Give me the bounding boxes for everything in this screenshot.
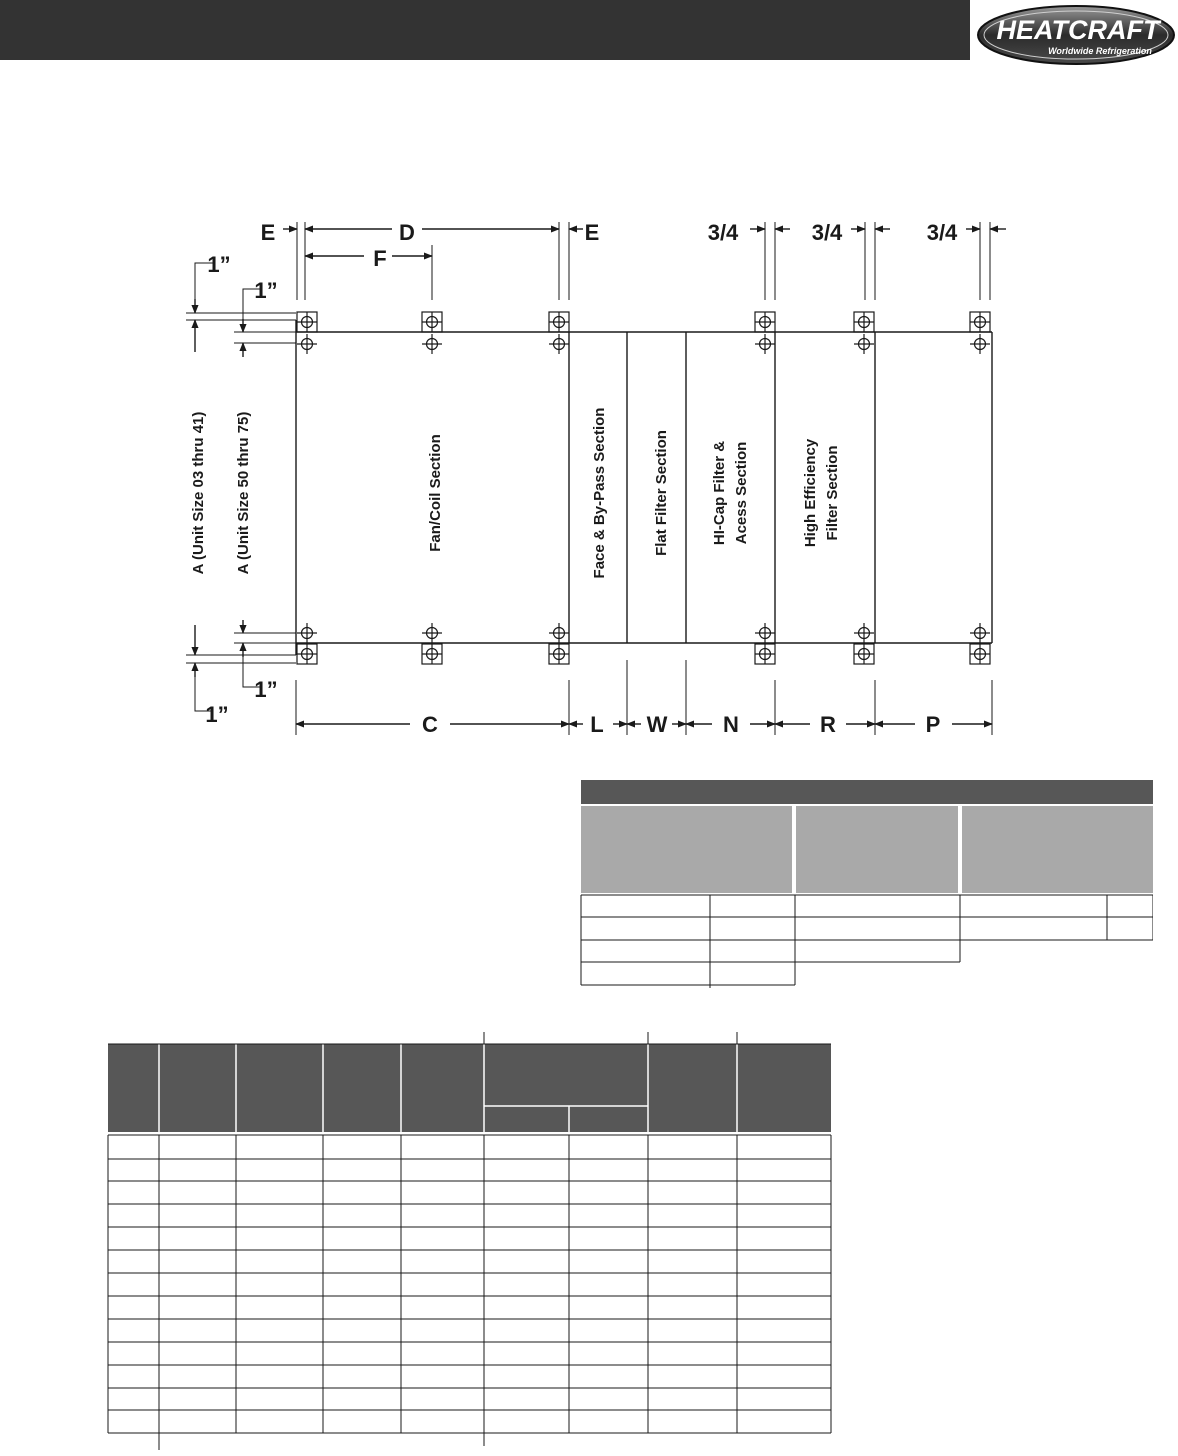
mounting-hole-icon [854, 623, 874, 643]
section-hicap-line1: HI-Cap Filter & [711, 440, 728, 546]
mounting-hole-icon [549, 623, 569, 643]
mounting-hole-icon [755, 334, 775, 354]
unit-data-table [106, 1030, 832, 1450]
data-table-header-ticks [108, 1032, 831, 1044]
mounting-hole-icon [549, 334, 569, 354]
dimensions-table-title-bar [581, 780, 1153, 804]
mounting-holes [297, 312, 990, 664]
section-high-efficiency-line2: Filter Section [824, 445, 841, 541]
dim-n: N [723, 712, 739, 737]
dim-e-right: E [584, 220, 600, 245]
mounting-hole-icon [970, 644, 990, 664]
dim-1in-lower-inner: 1” [254, 677, 278, 702]
height-label-large-units: A (Unit Size 50 thru 75) [235, 411, 252, 575]
section-hicap-line2: Acess Section [733, 441, 750, 545]
mounting-hole-icon [755, 644, 775, 664]
mounting-hole-icon [755, 623, 775, 643]
mounting-hole-icon [297, 644, 317, 664]
mounting-hole-icon [854, 312, 874, 332]
dimensions-table-grid [581, 895, 1153, 988]
dim-three-quarter-3: 3/4 [926, 220, 958, 245]
mounting-hole-icon [755, 312, 775, 332]
dim-c: C [422, 712, 438, 737]
top-dimension-arrows [283, 229, 1006, 256]
unit-dimension-diagram [0, 200, 1178, 760]
data-table-header-band [108, 1044, 831, 1132]
dim-l: L [590, 712, 604, 737]
mounting-hole-icon [422, 623, 442, 643]
dim-1in-lower-outer: 1” [205, 702, 229, 727]
mounting-hole-icon [970, 334, 990, 354]
data-table-grid [108, 1135, 831, 1450]
mounting-hole-icon [297, 312, 317, 332]
section-high-efficiency-line1: High Efficiency [802, 438, 819, 548]
dim-f: F [373, 246, 387, 271]
heatcraft-logo [976, 4, 1176, 66]
dim-1in-upper-inner: 1” [254, 278, 278, 303]
mounting-hole-icon [297, 334, 317, 354]
mounting-hole-icon [549, 644, 569, 664]
dim-three-quarter-1: 3/4 [707, 220, 739, 245]
section-fan-coil: Fan/Coil Section [427, 434, 444, 552]
section-face-bypass: Face & By-Pass Section [591, 407, 608, 579]
dim-e-left: E [260, 220, 276, 245]
section-flat-filter: Flat Filter Section [653, 430, 670, 556]
header-bar [0, 0, 970, 60]
dim-r: R [820, 712, 836, 737]
dimensions-table [580, 778, 1153, 988]
mounting-hole-icon [970, 312, 990, 332]
mounting-hole-icon [297, 623, 317, 643]
dim-w: W [646, 712, 668, 737]
logo-tagline: Worldwide Refrigeration [1048, 46, 1152, 56]
dimensions-table-header-2 [796, 806, 958, 893]
mounting-hole-icon [549, 312, 569, 332]
mounting-hole-icon [422, 644, 442, 664]
mounting-hole-icon [854, 644, 874, 664]
dim-p: P [925, 712, 941, 737]
dim-three-quarter-2: 3/4 [811, 220, 843, 245]
dim-1in-upper-outer: 1” [207, 252, 231, 277]
mounting-hole-icon [422, 312, 442, 332]
mounting-hole-icon [422, 334, 442, 354]
dimensions-table-header-1 [581, 806, 792, 893]
height-label-small-units: A (Unit Size 03 thru 41) [190, 411, 207, 575]
mounting-hole-icon [970, 623, 990, 643]
unit-outline [296, 320, 992, 655]
dim-d: D [399, 220, 415, 245]
logo-wordmark: HEATCRAFT [996, 15, 1160, 45]
mounting-hole-icon [854, 334, 874, 354]
dimensions-table-header-3 [962, 806, 1153, 893]
